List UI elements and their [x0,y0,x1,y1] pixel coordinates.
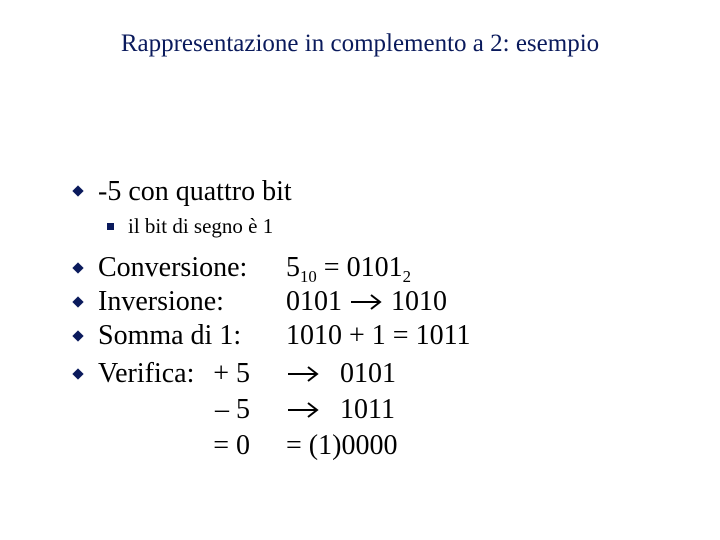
diamond-bullet-icon [72,262,83,273]
right-arrow-icon [286,365,320,383]
base-subscript: 10 [300,266,317,286]
right-arrow-icon [286,401,320,419]
row-value-conversione [286,252,411,286]
verify-op-minus5: – 5 [215,394,250,425]
row-label-conversione: Conversione: [98,252,248,283]
verify-value-zero: = (1)0000 [286,430,398,461]
inversion-to: 1010 [391,286,447,317]
row-label-inversione: Inversione: [98,286,224,317]
diamond-bullet-icon [72,368,83,379]
sub-bullet-text: il bit di segno è 1 [128,214,274,238]
inversion-from: 0101 [286,286,342,317]
base-number: 5 [286,252,300,283]
bullet-text-1: -5 con quattro bit [98,176,292,207]
row-label-verifica: Verifica: [98,358,195,389]
row-label-somma: Somma di 1: [98,320,242,351]
row-value-inversione [286,288,447,316]
row-value-somma: 1010 + 1 = 1011 [286,320,471,351]
diamond-bullet-icon [72,330,83,341]
verify-value-plus5 [286,360,396,388]
verify-value-minus5 [286,396,395,424]
verify-op-zero: = 0 [213,430,250,461]
square-bullet-icon [107,223,114,230]
right-arrow-icon [349,293,383,311]
binary-result: = 0101 [316,252,403,283]
verify-op-plus5: + 5 [213,358,250,389]
slide-title: Rappresentazione in complemento a 2: esempio [120,30,600,57]
diamond-bullet-icon [72,185,83,196]
verify-binary-plus5: 0101 [340,358,396,389]
diamond-bullet-icon [72,296,83,307]
verify-binary-minus5: 1011 [340,394,395,425]
binary-subscript: 2 [402,266,411,286]
